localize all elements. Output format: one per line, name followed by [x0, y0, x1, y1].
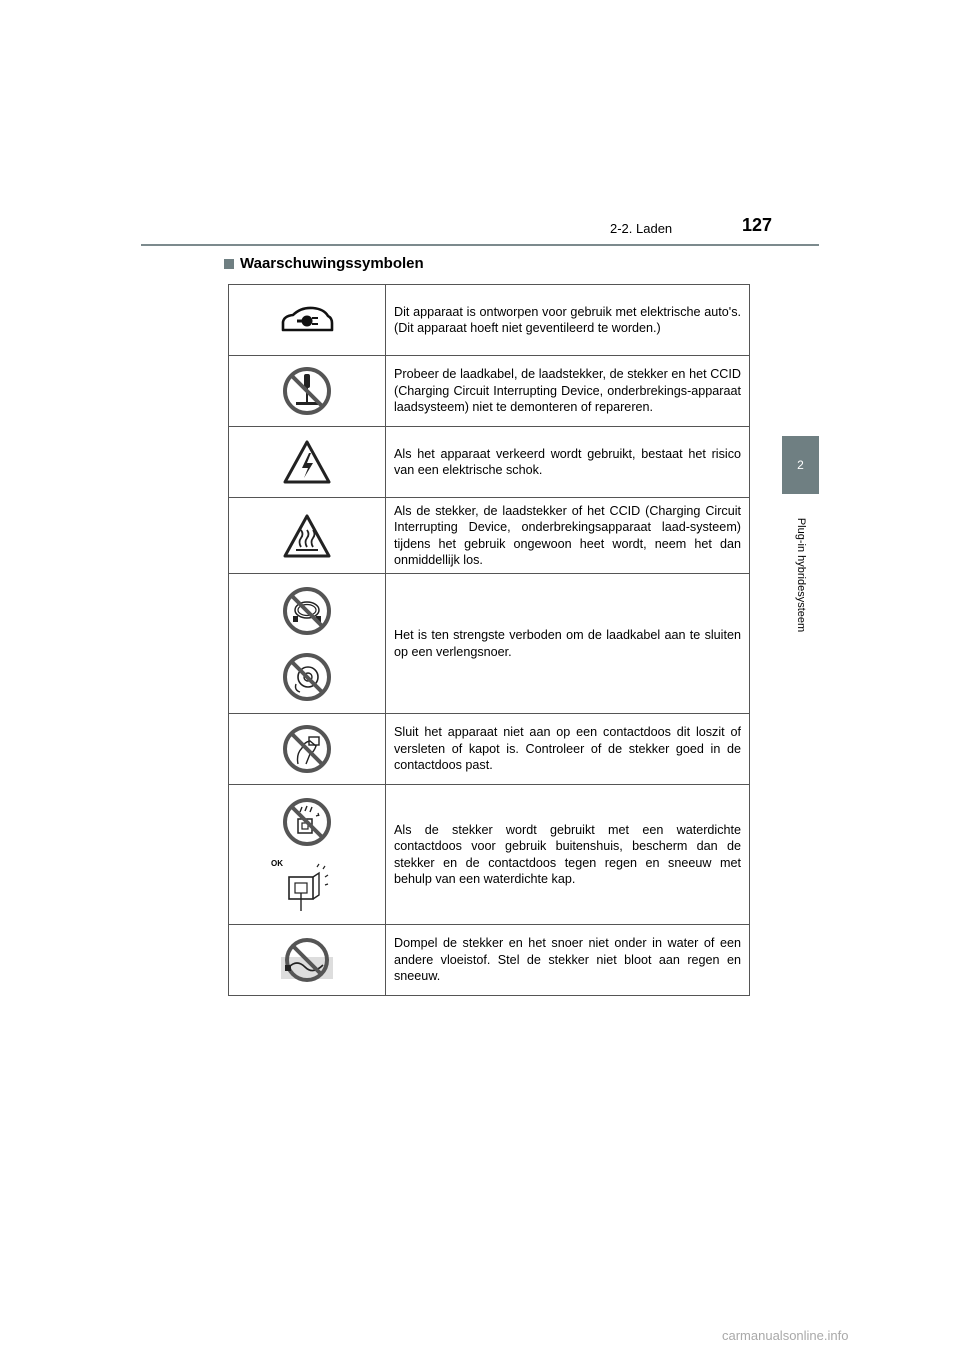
chapter-tab-number: 2	[797, 458, 804, 472]
no-extension-cord-reel-icon	[282, 652, 332, 702]
table-row	[229, 427, 750, 498]
chapter-tab-label: Plug-in hybridesysteem	[795, 517, 807, 633]
table-row	[229, 498, 750, 574]
symbol-cell	[229, 925, 386, 996]
symbol-cell	[229, 356, 386, 427]
warning-text: Als de stekker wordt gebruikt met een waterdichte contactdoos voor gebruik buitenshuis, bescherm dan de stekker en de contactdoos tegen regen en sneeuw met behulp van een waterdichte kap.	[386, 785, 750, 925]
warning-text: Als de stekker, de laadstekker of het CCID (Charging Circuit Interrupting Device, onderbrekingsapparaat laad-systeem) tijdens het gebruik ongewoon heet wordt, neem het dan onmiddellijk los.	[386, 498, 750, 574]
table-row	[229, 356, 750, 427]
header-rule	[141, 244, 819, 246]
warning-text: Dit apparaat is ontworpen voor gebruik met elektrische auto's. (Dit apparaat hoeft niet geventileerd te worden.)	[386, 285, 750, 356]
symbol-cell	[229, 498, 386, 574]
warning-text: Dompel de stekker en het snoer niet onder in water of een andere vloeistof. Stel de stekker niet bloot aan regen en sneeuw.	[386, 925, 750, 996]
high-voltage-warning-icon	[282, 439, 332, 485]
heading-bullet-icon	[224, 259, 234, 269]
no-uncovered-outlet-icon	[282, 797, 332, 847]
section-heading	[224, 255, 424, 272]
table-row	[229, 285, 750, 356]
table-row	[229, 785, 750, 925]
no-immersion-icon	[279, 937, 335, 983]
hot-surface-warning-icon	[282, 513, 332, 559]
footer-watermark[interactable]: carmanualsonline.info	[722, 1328, 849, 1343]
table-row	[229, 925, 750, 996]
chapter-tab[interactable]	[782, 436, 819, 494]
no-loose-outlet-icon	[282, 724, 332, 774]
no-extension-cord-icon	[282, 586, 332, 636]
warning-text: Als het apparaat verkeerd wordt gebruikt, bestaat het risico van een elektrische schok.	[386, 427, 750, 498]
symbol-cell	[229, 785, 386, 925]
chapter-label: 2-2. Laden	[610, 221, 673, 236]
ok-label: OK	[271, 858, 283, 868]
page-number: 127	[742, 215, 773, 235]
warning-text: Probeer de laadkabel, de laadstekker, de stekker en het CCID (Charging Circuit Interrupting Device, onderbrekings-apparaat laadsysteem) niet te demonteren of repareren.	[386, 356, 750, 427]
warning-symbols-table	[228, 284, 750, 996]
weatherproof-cover-figure	[271, 858, 337, 913]
symbol-cell	[229, 574, 386, 714]
no-disassembly-icon	[282, 366, 332, 416]
section-title: Waarschuwingssymbolen	[240, 255, 424, 272]
electric-car-icon	[279, 303, 335, 337]
warning-text: Het is ten strengste verboden om de laadkabel aan te sluiten op een verlengsnoer.	[386, 574, 750, 714]
symbol-cell	[229, 285, 386, 356]
symbol-cell	[229, 714, 386, 785]
warning-text: Sluit het apparaat niet aan op een contactdoos dit loszit of versleten of kapot is. Controleer of de stekker goed in de contactdoos past.	[386, 714, 750, 785]
weatherproof-cover-icon	[277, 863, 337, 913]
table-row	[229, 714, 750, 785]
table-row	[229, 574, 750, 714]
symbol-cell	[229, 427, 386, 498]
